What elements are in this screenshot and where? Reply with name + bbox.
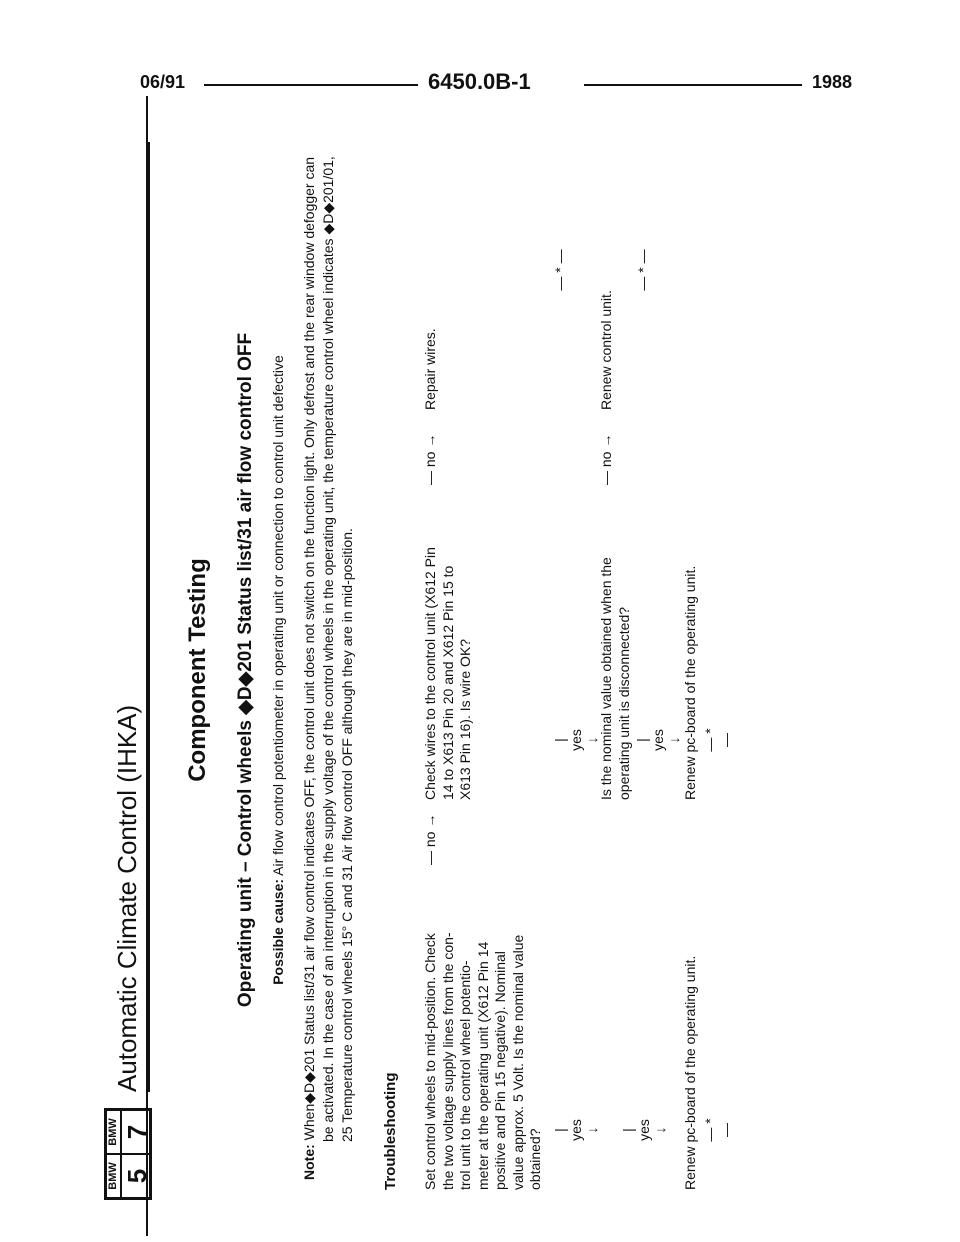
renew-pcboard-action: Renew pc-board of the operating unit.: [682, 565, 698, 800]
logo-brand: BMW: [107, 1111, 122, 1153]
possible-cause-text: Air flow control potentiometer in operating unit or connection to control unit defective: [270, 355, 286, 876]
down-arrow-icon: ↓: [584, 1126, 600, 1134]
flow-connector: [620, 1110, 668, 1150]
possible-cause: [270, 120, 286, 1220]
section-header: [100, 120, 152, 1220]
step-2-text: [422, 500, 475, 800]
possible-cause-label: Possible cause:: [270, 878, 286, 985]
step-line: X613 Pin 16). Is wire OK?: [457, 638, 473, 800]
end-marker: — * —: [552, 249, 568, 291]
step-1-text: [422, 880, 545, 1190]
logo-series: 7: [122, 1124, 152, 1140]
step-line: trol unit to the control wheel potentio-: [457, 960, 473, 1190]
flow-yes: yes: [568, 729, 584, 751]
down-arrow-icon: ↓: [652, 1126, 668, 1134]
header-rule: [584, 84, 802, 86]
step-line: 14 to X613 Pin 20 and X612 Pin 15 to: [439, 565, 456, 800]
troubleshooting-title: Troubleshooting: [382, 1072, 399, 1190]
flow-yes: yes: [568, 1119, 584, 1141]
date-code: 06/91: [140, 72, 186, 92]
flow-connector: [552, 720, 600, 760]
step-line: meter at the operating unit (X612 Pin 14: [474, 941, 491, 1190]
document-number: 6450.0B-1: [428, 69, 531, 94]
note: [300, 140, 357, 1180]
down-arrow-icon: ↓: [666, 736, 682, 744]
rotated-page: [100, 120, 880, 1220]
flow-connector: [552, 1110, 600, 1150]
logo-series: 5: [122, 1168, 152, 1184]
flow-bar: |: [634, 738, 650, 742]
section-title: Automatic Climate Control (IHKA): [112, 704, 142, 1092]
page-subtitle: Operating unit – Control wheels ◆D◆201 Status list/31 air flow control OFF: [235, 332, 256, 1008]
note-label: Note:: [301, 1144, 317, 1180]
step-3-text: [598, 500, 633, 800]
flow-yes: yes: [636, 1119, 652, 1141]
step-2-no-arrow: — no →: [422, 433, 438, 485]
step-line: positive and Pin 15 negative). Nominal: [492, 951, 508, 1190]
flow-bar: |: [552, 738, 568, 742]
page-title: Component Testing: [184, 558, 211, 782]
end-marker: — * —: [635, 249, 651, 291]
step-line: the two voltage supply lines from the con-: [439, 932, 456, 1190]
step-1-no-arrow: — no →: [422, 813, 438, 865]
end-marker: — * —: [702, 1118, 734, 1142]
flow-connector: [634, 720, 682, 760]
model-year: 1988: [812, 72, 853, 92]
step-line: Set control wheels to mid-position. Check: [422, 933, 438, 1190]
renew-pcboard-action: Renew pc-board of the operating unit.: [682, 955, 698, 1190]
logo-brand: BMW: [107, 1155, 122, 1197]
note-text: When◆D◆201 Status list/31 air flow control indicates OFF, the control unit does not switch on the function light. Only defrost and the rear window defogger can be activated. In the case of an interruption in the supply voltage of the control wheels in the operating unit, the temperature control wheel indicates ◆D◆201/01, 25 Temperature control wheels 15° C and 31 Air flow control OFF although they are in mid-position.: [301, 156, 355, 1142]
step-line: obtained?: [527, 1128, 543, 1190]
down-arrow-icon: ↓: [584, 736, 600, 744]
renew-control-unit-action: Renew control unit.: [598, 290, 614, 410]
step-line: Is the nominal value obtained when the: [598, 557, 614, 800]
page-header: [0, 64, 960, 104]
flow-yes: yes: [650, 729, 666, 751]
title-underline: [148, 142, 150, 1092]
repair-wires-action: Repair wires.: [422, 328, 438, 410]
step-line: operating unit is disconnected?: [615, 606, 632, 800]
flow-bar: |: [620, 1128, 636, 1132]
header-rule: [204, 84, 418, 86]
step-line: value approx. 5 Volt. Is the nominal value: [509, 934, 526, 1190]
step-line: Check wires to the control unit (X612 Pin: [422, 547, 438, 800]
step-3-no-arrow: — no →: [598, 433, 614, 485]
flow-bar: |: [552, 1128, 568, 1132]
bmw-logo: [104, 1108, 152, 1200]
end-marker: — * —: [702, 728, 734, 752]
